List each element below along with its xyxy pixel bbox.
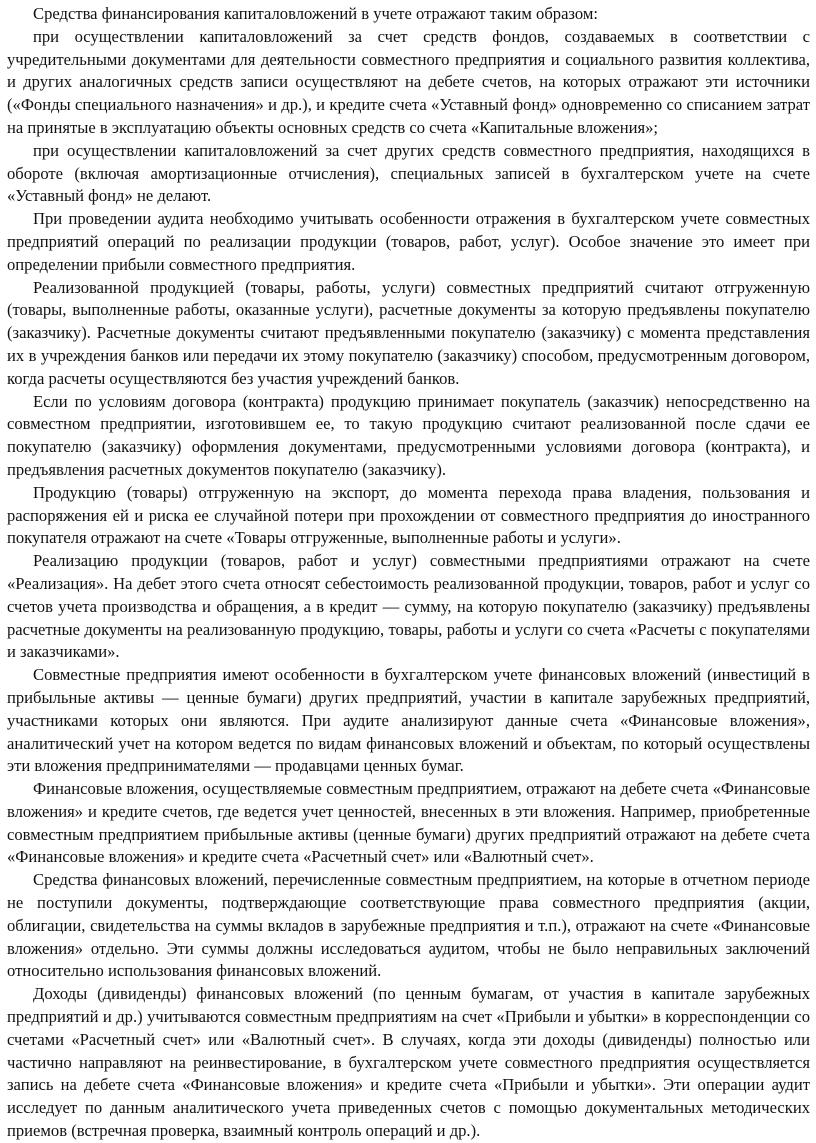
paragraph-audit-sales: При проведении аудита необходимо учитывать особенности отражения в бухгалтерском учете совместных предприятий операций по реализации продукции (товаров, работ, услуг). Особое значение это имеет при определении прибыли совместного предприятия. [7,209,810,274]
paragraph-contract-terms: Если по условиям договора (контракта) продукцию принимает покупатель (заказчик) непосредственно на совместном предприятии, изготовившем ее, то такую продукцию считают реализованной после сдачи ее покупателю (заказчику) оформления документами, предусмотренными условиями договора (контракта), и предъявления расчетных документов покупателю (заказчику). [7,391,810,479]
paragraph-other-funds: при осуществлении капиталовложений за счет других средств совместного предприятия, находящихся в обороте (включая амортизационные отчисления), специальных записей в бухгалтерском учете на счете «Уставный фонд» не делают. [7,140,810,206]
paragraph-investment-funds: Средства финансовых вложений, перечисленные совместным предприятием, на которые в отчетном периоде не поступили документы, подтверждающие соответствующие права совместного предприятия (акции, облигации, свидетельства на суммы вкладов в зарубежные предприятия и т.п.), отражают на счете «Финансовые вложения» отдельно. Эти суммы должны исследоваться аудитом, чтобы не было неправильных заключений относительно использования финансовых вложений. [7,870,810,981]
paragraph-realized-products: Реализованной продукцией (товары, работы, услуги) совместных предприятий считают отгруженную (товары, выполненные работы, оказанные услуги), расчетные документы за которую предъявлены покупателю (заказчику). Расчетные документы считают предъявленными покупателю (заказчику) с момента представления их в учреждения банков или передачи их этому покупателю (заказчику) способом, предусмотренным договором, когда расчеты осуществляются без участия учреждений банков. [7,277,810,388]
paragraph-special-funds: при осуществлении капиталовложений за счет средств фондов, создаваемых в соответствии с учредительными документами для деятельности совместного предприятия и социального развития коллектива, и других аналогичных средств записи осуществляют на дебете счетов, на которых отражают эти источники («Фонды специального назначения» и др.), и кредите счета «Уставный фонд» одновременно со списанием затрат на принятые в эксплуатацию объекты основных средств со счета «Капитальные вложения»; [7,26,810,137]
paragraph-export: Продукцию (товары) отгруженную на экспорт, до момента перехода права владения, пользования и распоряжения ей и риска ее случайной потери при прохождении от совместного предприятия до иностранного покупателя отражают на счете «Товары отгруженные, выполненные работы и услуги». [7,482,810,548]
paragraph-financial-investments: Совместные предприятия имеют особенности в бухгалтерском учете финансовых вложений (инвестиций в прибыльные активы — ценные бумаги) других предприятий, участии в капитале зарубежных предприятий, участниками которых они являются. При аудите анализируют данные счета «Финансовые вложения», аналитический учет на котором ведется по видам финансовых вложений и объектам, по который осуществлены эти вложения предпринимателями — продавцами ценных бумаг. [7,665,810,776]
paragraph-realization-account: Реализацию продукции (товаров, работ и услуг) совместными предприятиями отражают на счете «Реализация». На дебет этого счета относят себестоимость реализованной продукции, товаров, работ и услуг со счетов учета производства и обращения, а в кредит — сумму, на которую покупателю (заказчику) предъявлены расчетные документы на реализованную продукцию, товары, работы и услуги со счета «Расчеты с покупателями и заказчиками». [7,551,810,662]
paragraph-intro: Средства финансирования капиталовложений в учете отражают таким образом: [33,4,598,23]
paragraph-investments-recording: Финансовые вложения, осуществляемые совместным предприятием, отражают на дебете счета «Финансовые вложения» и кредите счетов, где ведется учет ценностей, внесенных в эти вложения. Например, приобретенные совместным предприятием прибыльные активы (ценные бумаги) других предприятий отражают на дебете счета «Финансовые вложения» и кредите счета «Расчетный счет» или «Валютный счет». [7,779,810,867]
paragraph-dividends: Доходы (дивиденды) финансовых вложений (по ценным бумагам, от участия в капитале зарубежных предприятий и др.) учитываются совместным предприятиям на счет «Прибыли и убытки» в корреспонденции со счетами «Расчетный счет» или «Валютный счет». В случаях, когда эти доходы (дивиденды) полностью или частично направляют на реинвестирование, в бухгалтерском учете совместного предприятия осуществляется запись на дебете счета «Финансовые вложения» и кредите счета «Прибыли и убытки». Эти операции аудит исследует по данным аналитического учета приведенных счетов с помощью документальных методических приемов (встречная проверка, взаимный контроль операций и др.). [7,984,810,1141]
